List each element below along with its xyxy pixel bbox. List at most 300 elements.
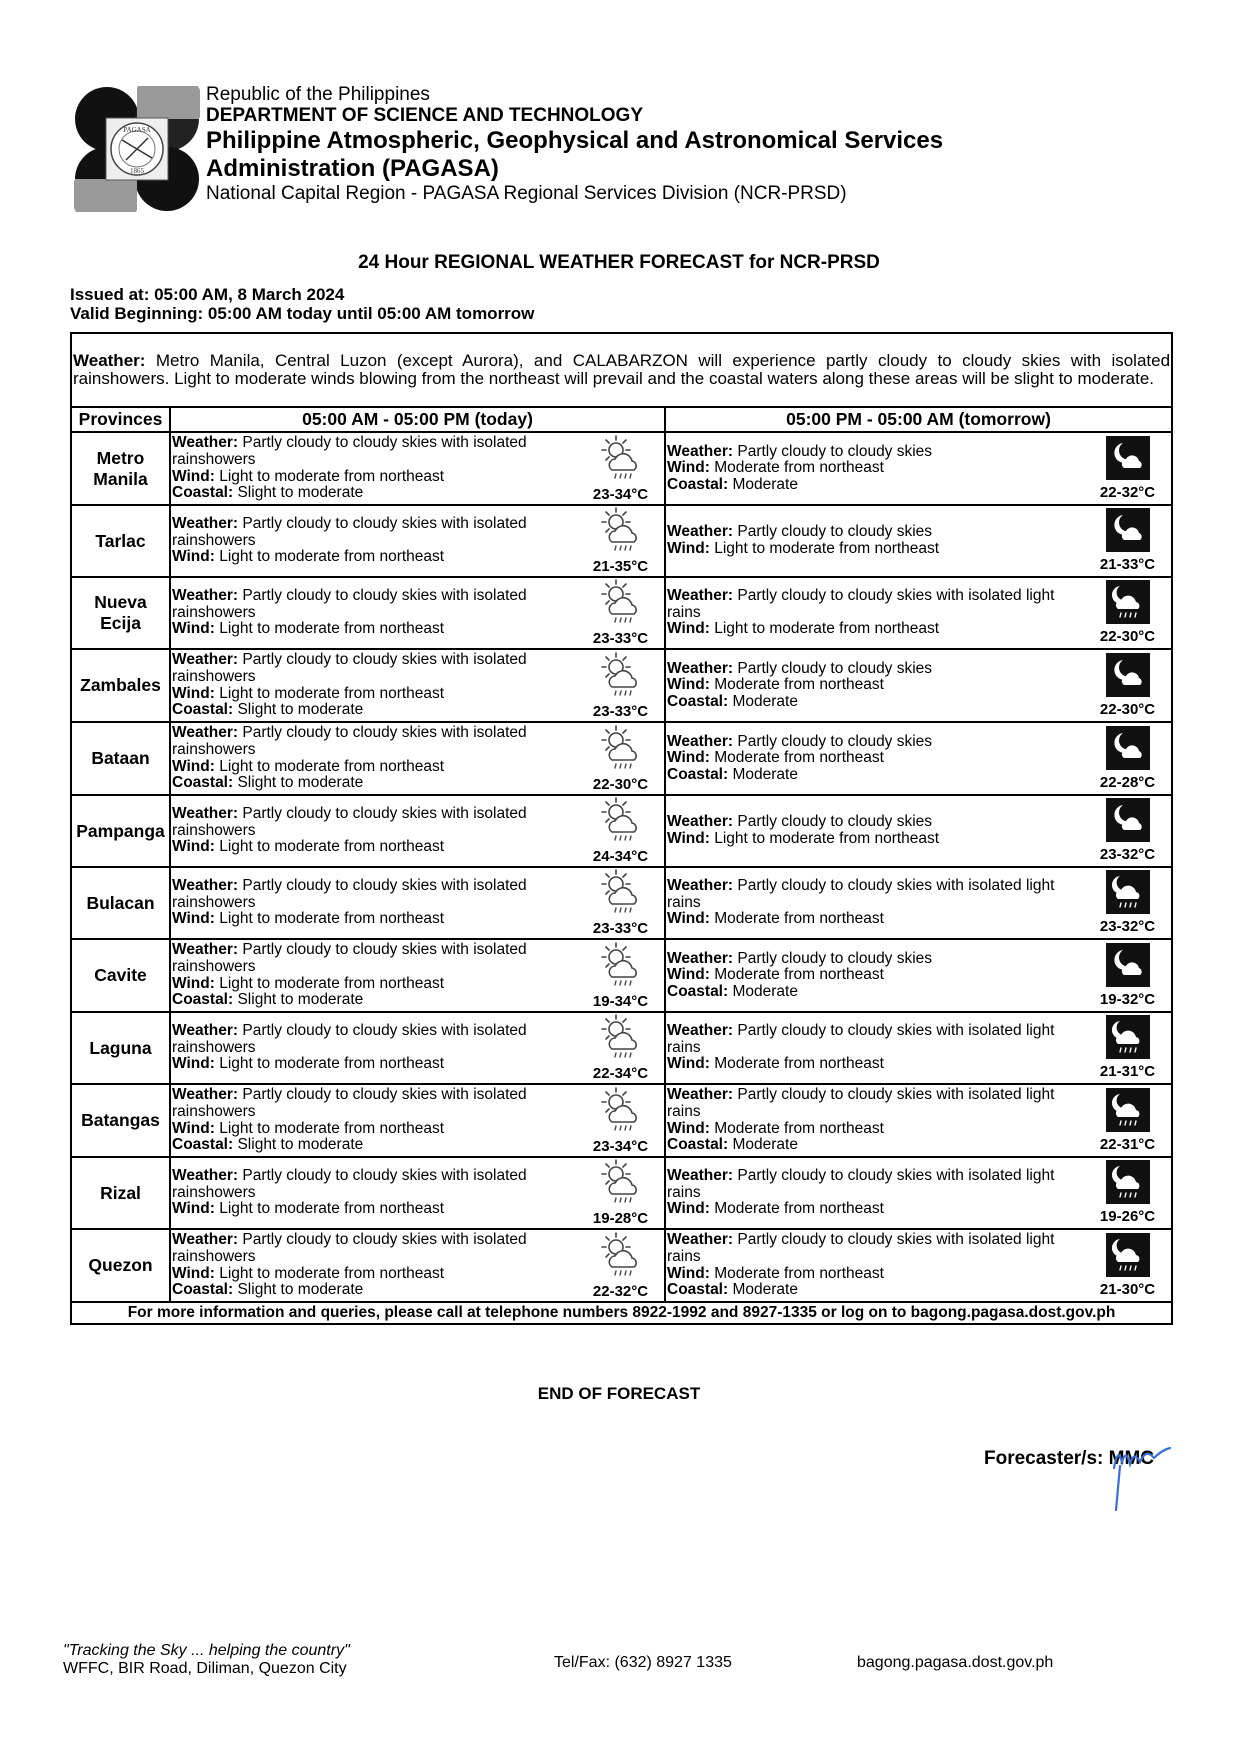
- day-icon-cell: [577, 1157, 665, 1229]
- weather-value: Partly cloudy to cloudy skies with isolated rainshowers: [172, 1022, 527, 1056]
- weather-value: Partly cloudy to cloudy skies with isolated light rains: [667, 1231, 1055, 1265]
- cloudy-rain-night-icon: [1085, 580, 1170, 628]
- day-temperature: 21-35°C: [592, 558, 649, 575]
- province-row: [71, 577, 1172, 649]
- agency-line-1: Philippine Atmospheric, Geophysical and Astronomical Services: [206, 126, 944, 154]
- night-forecast: [665, 1012, 1084, 1084]
- col-night: 05:00 PM - 05:00 AM (tomorrow): [665, 407, 1172, 432]
- night-temperature: 19-26°C: [1099, 1208, 1156, 1225]
- weather-label: Weather:: [172, 434, 239, 452]
- day-temperature: 22-32°C: [592, 1282, 649, 1300]
- province-row: [71, 722, 1172, 795]
- weather-value: Partly cloudy to cloudy skies with isolated rainshowers: [172, 941, 527, 975]
- weather-value: Partly cloudy to cloudy skies: [737, 813, 933, 831]
- night-forecast: [665, 1157, 1084, 1229]
- website: bagong.pagasa.dost.gov.ph: [857, 1654, 1054, 1671]
- night-forecast: [665, 722, 1084, 795]
- wind-line: [667, 1056, 1083, 1073]
- day-icon-cell: [577, 867, 665, 939]
- day-forecast: [170, 577, 577, 649]
- wind-line: [667, 911, 1083, 928]
- weather-label: Weather:: [172, 1167, 239, 1185]
- coastal-line: [667, 1282, 1083, 1299]
- night-forecast: [665, 939, 1084, 1012]
- province-row: [71, 1084, 1172, 1157]
- summary-text: Metro Manila, Central Luzon (except Aurora), and CALABARZON will experience partly cloudy to cloudy skies with isolated rainshowers. Light to moderate winds blowing from the northeast will prevail and the coastal waters along these areas will be slight to moderate.: [73, 350, 1171, 388]
- wind-line: [667, 677, 1083, 694]
- coastal-line: [172, 485, 576, 502]
- night-temperature: 22-31°C: [1099, 1135, 1156, 1153]
- weather-label: Weather:: [667, 813, 734, 831]
- wind-label: Wind:: [667, 966, 710, 984]
- partly-cloudy-rain-day-icon: [578, 941, 663, 993]
- coastal-value: Slight to moderate: [237, 1136, 364, 1154]
- weather-line: [667, 444, 1083, 461]
- coastal-label: Coastal:: [172, 1136, 234, 1154]
- coastal-line: [667, 477, 1083, 494]
- weather-line: [667, 524, 1083, 541]
- wind-value: Light to moderate from northeast: [714, 620, 940, 638]
- night-temperature: 21-33°C: [1099, 556, 1156, 573]
- weather-line: [172, 588, 576, 621]
- wind-value: Light to moderate from northeast: [219, 1200, 445, 1218]
- coastal-value: Moderate: [732, 1281, 798, 1299]
- republic-line: Republic of the Philippines: [206, 84, 430, 105]
- day-forecast: [170, 432, 577, 505]
- division-line: National Capital Region - PAGASA Regional Services Division (NCR-PRSD): [206, 183, 847, 205]
- wind-value: Moderate from northeast: [714, 1055, 884, 1073]
- coastal-value: Moderate: [732, 692, 798, 710]
- weather-line: [172, 652, 576, 685]
- day-temperature: 24-34°C: [592, 848, 649, 865]
- coastal-value: Slight to moderate: [237, 484, 364, 502]
- province-name: Batangas: [71, 1084, 170, 1157]
- coastal-value: Slight to moderate: [237, 701, 364, 719]
- day-icon-cell: [577, 1084, 665, 1157]
- wind-line: [172, 759, 576, 776]
- wind-label: Wind:: [667, 1055, 710, 1073]
- forecast-table: [70, 332, 1173, 1325]
- weather-line: [667, 1232, 1083, 1265]
- wind-value: Light to moderate from northeast: [219, 838, 445, 856]
- night-icon-cell: [1084, 939, 1172, 1012]
- wind-line: [172, 686, 576, 703]
- forecaster-label: Forecaster/s:: [984, 1448, 1104, 1469]
- weather-line: [667, 661, 1083, 678]
- night-icon-cell: [1084, 1229, 1172, 1302]
- day-icon-cell: [577, 649, 665, 722]
- weather-summary: [71, 333, 1172, 407]
- partly-cloudy-rain-day-icon: [578, 1013, 663, 1065]
- day-forecast: [170, 649, 577, 722]
- weather-label: Weather:: [172, 877, 239, 895]
- wind-line: [667, 541, 1083, 558]
- night-forecast: [665, 795, 1084, 867]
- coastal-value: Slight to moderate: [237, 774, 364, 792]
- weather-value: Partly cloudy to cloudy skies with isolated rainshowers: [172, 587, 527, 621]
- night-icon-cell: [1084, 867, 1172, 939]
- weather-value: Partly cloudy to cloudy skies with isolated light rains: [667, 1086, 1055, 1120]
- wind-value: Light to moderate from northeast: [219, 974, 445, 992]
- wind-label: Wind:: [172, 1055, 215, 1073]
- coastal-line: [172, 992, 576, 1009]
- province-row: [71, 1157, 1172, 1229]
- province-name: Metro Manila: [71, 432, 170, 505]
- night-forecast: [665, 1229, 1084, 1302]
- wind-line: [667, 750, 1083, 767]
- partly-cloudy-rain-day-icon: [578, 506, 663, 558]
- weather-line: [667, 814, 1083, 831]
- day-temperature: 22-34°C: [592, 1065, 649, 1082]
- agency-line-2: Administration (PAGASA): [206, 154, 499, 182]
- wind-line: [172, 1201, 576, 1218]
- night-temperature: 22-28°C: [1099, 773, 1156, 791]
- day-icon-cell: [577, 722, 665, 795]
- wind-line: [667, 831, 1083, 848]
- day-forecast: [170, 1012, 577, 1084]
- coastal-line: [667, 694, 1083, 711]
- wind-label: Wind:: [172, 974, 215, 992]
- weather-line: [172, 942, 576, 975]
- wind-label: Wind:: [172, 838, 215, 856]
- wind-value: Moderate from northeast: [714, 1119, 884, 1137]
- col-day: 05:00 AM - 05:00 PM (today): [170, 407, 665, 432]
- coastal-label: Coastal:: [667, 1136, 729, 1154]
- end-of-forecast: END OF FORECAST: [537, 1384, 701, 1403]
- coastal-label: Coastal:: [667, 982, 729, 1000]
- night-icon-cell: [1084, 505, 1172, 577]
- coastal-label: Coastal:: [667, 1281, 729, 1299]
- tagline: "Tracking the Sky ... helping the country": [63, 1642, 350, 1659]
- wind-label: Wind:: [172, 1200, 215, 1218]
- province-name: Bataan: [71, 722, 170, 795]
- coastal-value: Slight to moderate: [237, 991, 364, 1009]
- partly-cloudy-night-icon: [1085, 943, 1170, 991]
- day-temperature: 23-33°C: [592, 630, 649, 647]
- province-name: Nueva Ecija: [71, 577, 170, 649]
- day-icon-cell: [577, 939, 665, 1012]
- province-row: [71, 505, 1172, 577]
- wind-value: Moderate from northeast: [714, 676, 884, 694]
- wind-value: Light to moderate from northeast: [714, 830, 940, 847]
- day-forecast: [170, 1084, 577, 1157]
- coastal-line: [667, 1137, 1083, 1154]
- summary-label: Weather:: [73, 350, 146, 370]
- province-name: Pampanga: [71, 795, 170, 867]
- department-line: DEPARTMENT OF SCIENCE AND TECHNOLOGY: [206, 105, 644, 127]
- weather-value: Partly cloudy to cloudy skies with isolated light rains: [667, 1167, 1055, 1201]
- coastal-line: [667, 984, 1083, 1001]
- wind-label: Wind:: [172, 548, 215, 566]
- issued-at: Issued at: 05:00 AM, 8 March 2024: [70, 285, 345, 304]
- partly-cloudy-rain-day-icon: [578, 651, 663, 703]
- wind-value: Moderate from northeast: [714, 1200, 884, 1218]
- wind-value: Light to moderate from northeast: [219, 1119, 445, 1137]
- day-forecast: [170, 795, 577, 867]
- wind-line: [667, 1121, 1083, 1138]
- partly-cloudy-rain-day-icon: [578, 868, 663, 920]
- night-icon-cell: [1084, 649, 1172, 722]
- wind-label: Wind:: [172, 1264, 215, 1282]
- wind-line: [172, 976, 576, 993]
- weather-line: [667, 878, 1083, 911]
- weather-label: Weather:: [172, 1231, 239, 1249]
- day-temperature: 22-30°C: [592, 775, 649, 793]
- weather-label: Weather:: [172, 805, 239, 823]
- weather-line: [667, 1087, 1083, 1120]
- province-name: Cavite: [71, 939, 170, 1012]
- weather-value: Partly cloudy to cloudy skies with isolated rainshowers: [172, 805, 527, 839]
- day-forecast: [170, 1229, 577, 1302]
- wind-value: Light to moderate from northeast: [219, 467, 445, 485]
- cloudy-rain-night-icon: [1085, 1088, 1170, 1136]
- weather-line: [172, 435, 576, 468]
- day-icon-cell: [577, 1012, 665, 1084]
- day-icon-cell: [577, 577, 665, 649]
- weather-value: Partly cloudy to cloudy skies: [737, 732, 933, 750]
- cloudy-rain-night-icon: [1085, 870, 1170, 918]
- wind-value: Light to moderate from northeast: [219, 1264, 445, 1282]
- night-icon-cell: [1084, 1084, 1172, 1157]
- weather-label: Weather:: [667, 1086, 734, 1104]
- weather-line: [667, 1168, 1083, 1201]
- weather-value: Partly cloudy to cloudy skies with isolated rainshowers: [172, 724, 527, 758]
- cloudy-rain-night-icon: [1085, 1233, 1170, 1281]
- day-icon-cell: [577, 795, 665, 867]
- day-temperature: 23-33°C: [592, 702, 649, 720]
- wind-value: Moderate from northeast: [714, 749, 884, 767]
- wind-label: Wind:: [667, 540, 710, 557]
- seal-year: 1865: [130, 167, 144, 175]
- weather-value: Partly cloudy to cloudy skies with isolated rainshowers: [172, 515, 527, 549]
- wind-label: Wind:: [667, 620, 710, 638]
- night-icon-cell: [1084, 795, 1172, 867]
- weather-line: [172, 516, 576, 549]
- wind-label: Wind:: [667, 910, 710, 928]
- cloudy-rain-night-icon: [1085, 1015, 1170, 1063]
- weather-value: Partly cloudy to cloudy skies: [737, 442, 933, 460]
- weather-label: Weather:: [667, 1167, 734, 1185]
- province-name: Zambales: [71, 649, 170, 722]
- day-temperature: 19-34°C: [592, 992, 649, 1010]
- wind-label: Wind:: [172, 467, 215, 485]
- night-forecast: [665, 1084, 1084, 1157]
- day-temperature: 19-28°C: [592, 1210, 649, 1227]
- weather-label: Weather:: [667, 877, 734, 895]
- weather-label: Weather:: [172, 651, 239, 669]
- wind-value: Moderate from northeast: [714, 1264, 884, 1282]
- cloudy-rain-night-icon: [1085, 1160, 1170, 1208]
- wind-label: Wind:: [667, 1119, 710, 1137]
- coastal-label: Coastal:: [172, 991, 234, 1009]
- address: WFFC, BIR Road, Diliman, Quezon City: [63, 1660, 347, 1678]
- partly-cloudy-rain-day-icon: [578, 796, 663, 848]
- weather-value: Partly cloudy to cloudy skies: [737, 523, 933, 541]
- weather-label: Weather:: [667, 659, 734, 677]
- province-name: Bulacan: [71, 867, 170, 939]
- partly-cloudy-night-icon: [1085, 436, 1170, 484]
- wind-value: Light to moderate from northeast: [219, 620, 445, 638]
- night-icon-cell: [1084, 432, 1172, 505]
- telfax: Tel/Fax: (632) 8927 1335: [554, 1654, 732, 1671]
- weather-value: Partly cloudy to cloudy skies: [737, 949, 933, 967]
- weather-line: [667, 588, 1083, 621]
- wind-value: Light to moderate from northeast: [219, 1055, 445, 1073]
- wind-label: Wind:: [172, 910, 215, 928]
- night-forecast: [665, 505, 1084, 577]
- weather-line: [172, 1168, 576, 1201]
- coastal-value: Slight to moderate: [237, 1281, 364, 1299]
- letterhead: [206, 84, 943, 204]
- night-forecast: [665, 577, 1084, 649]
- night-temperature: 22-32°C: [1099, 483, 1156, 501]
- partly-cloudy-rain-day-icon: [578, 724, 663, 776]
- wind-value: Light to moderate from northeast: [714, 540, 940, 557]
- day-temperature: 23-34°C: [592, 1137, 649, 1155]
- day-temperature: 23-33°C: [592, 920, 649, 937]
- day-forecast: [170, 867, 577, 939]
- weather-label: Weather:: [172, 515, 239, 533]
- province-row: [71, 795, 1172, 867]
- wind-label: Wind:: [172, 1119, 215, 1137]
- weather-line: [172, 725, 576, 758]
- footer-address-block: [63, 1642, 350, 1679]
- province-row: [71, 1012, 1172, 1084]
- night-temperature: 19-32°C: [1099, 990, 1156, 1008]
- day-forecast: [170, 1157, 577, 1229]
- night-icon-cell: [1084, 1012, 1172, 1084]
- valid-period: Valid Beginning: 05:00 AM today until 05:00 AM tomorrow: [70, 303, 535, 323]
- weather-label: Weather:: [667, 442, 734, 460]
- wind-label: Wind:: [667, 676, 710, 694]
- wind-line: [172, 621, 576, 638]
- coastal-line: [172, 775, 576, 792]
- wind-line: [667, 967, 1083, 984]
- coastal-label: Coastal:: [172, 701, 234, 719]
- night-temperature: 21-31°C: [1099, 1063, 1156, 1080]
- coastal-label: Coastal:: [667, 475, 729, 493]
- day-icon-cell: [577, 432, 665, 505]
- wind-label: Wind:: [172, 620, 215, 638]
- night-icon-cell: [1084, 722, 1172, 795]
- contact-note: For more information and queries, please call at telephone numbers 8922-1992 and 8927-1335 or log on to bagong.pagasa.dost.gov.ph: [71, 1302, 1172, 1324]
- weather-label: Weather:: [172, 724, 239, 742]
- coastal-value: Moderate: [732, 982, 798, 1000]
- wind-value: Light to moderate from northeast: [219, 548, 445, 566]
- coastal-value: Moderate: [732, 765, 798, 783]
- forecast-title: 24 Hour REGIONAL WEATHER FORECAST for NCR-PRSD: [358, 252, 880, 273]
- wind-value: Moderate from northeast: [714, 966, 884, 984]
- wind-line: [667, 460, 1083, 477]
- coastal-line: [667, 767, 1083, 784]
- province-name: Tarlac: [71, 505, 170, 577]
- day-temperature: 23-34°C: [592, 485, 649, 503]
- coastal-label: Coastal:: [172, 484, 234, 502]
- partly-cloudy-night-icon: [1085, 726, 1170, 774]
- day-icon-cell: [577, 1229, 665, 1302]
- night-temperature: 22-30°C: [1099, 700, 1156, 718]
- province-row: [71, 1229, 1172, 1302]
- forecaster-signature: [1110, 1440, 1180, 1512]
- day-forecast: [170, 505, 577, 577]
- col-provinces: Provinces: [71, 407, 170, 432]
- weather-line: [667, 1023, 1083, 1056]
- wind-value: Light to moderate from northeast: [219, 684, 445, 702]
- issue-info: [70, 286, 534, 323]
- weather-label: Weather:: [172, 1022, 239, 1040]
- weather-value: Partly cloudy to cloudy skies with isolated rainshowers: [172, 1231, 527, 1265]
- weather-value: Partly cloudy to cloudy skies with isolated light rains: [667, 1022, 1055, 1056]
- day-icon-cell: [577, 505, 665, 577]
- wind-line: [172, 1056, 576, 1073]
- night-forecast: [665, 432, 1084, 505]
- weather-line: [172, 878, 576, 911]
- night-temperature: 22-30°C: [1099, 628, 1156, 645]
- weather-label: Weather:: [667, 523, 734, 541]
- weather-label: Weather:: [172, 941, 239, 959]
- wind-label: Wind:: [667, 459, 710, 477]
- weather-line: [172, 806, 576, 839]
- wind-label: Wind:: [667, 1264, 710, 1282]
- weather-value: Partly cloudy to cloudy skies with isolated rainshowers: [172, 877, 527, 911]
- province-row: [71, 432, 1172, 505]
- partly-cloudy-rain-day-icon: [578, 1231, 663, 1283]
- coastal-value: Moderate: [732, 1136, 798, 1154]
- forecaster-name: MMC: [1108, 1448, 1155, 1469]
- wind-line: [172, 469, 576, 486]
- wind-value: Light to moderate from northeast: [219, 910, 445, 928]
- coastal-label: Coastal:: [172, 774, 234, 792]
- partly-cloudy-night-icon: [1085, 508, 1170, 556]
- wind-value: Moderate from northeast: [714, 459, 884, 477]
- partly-cloudy-night-icon: [1085, 798, 1170, 846]
- weather-value: Partly cloudy to cloudy skies with isolated rainshowers: [172, 1086, 527, 1120]
- province-name: Rizal: [71, 1157, 170, 1229]
- coastal-line: [172, 1282, 576, 1299]
- coastal-label: Coastal:: [667, 765, 729, 783]
- partly-cloudy-rain-day-icon: [578, 578, 663, 630]
- weather-label: Weather:: [667, 1022, 734, 1040]
- wind-line: [172, 911, 576, 928]
- weather-line: [172, 1232, 576, 1265]
- province-row: [71, 939, 1172, 1012]
- pagasa-logo: [74, 86, 200, 212]
- partly-cloudy-rain-day-icon: [578, 1086, 663, 1138]
- weather-label: Weather:: [667, 732, 734, 750]
- wind-value: Light to moderate from northeast: [219, 757, 445, 775]
- weather-line: [172, 1023, 576, 1056]
- wind-label: Wind:: [667, 1200, 710, 1218]
- weather-value: Partly cloudy to cloudy skies with isolated light rains: [667, 877, 1055, 911]
- partly-cloudy-rain-day-icon: [578, 434, 663, 486]
- province-row: [71, 649, 1172, 722]
- wind-label: Wind:: [172, 684, 215, 702]
- wind-line: [172, 1266, 576, 1283]
- coastal-line: [172, 702, 576, 719]
- weather-label: Weather:: [667, 949, 734, 967]
- weather-label: Weather:: [172, 1086, 239, 1104]
- province-name: Quezon: [71, 1229, 170, 1302]
- day-forecast: [170, 722, 577, 795]
- coastal-label: Coastal:: [667, 692, 729, 710]
- wind-label: Wind:: [172, 757, 215, 775]
- day-forecast: [170, 939, 577, 1012]
- night-temperature: 23-32°C: [1099, 918, 1156, 935]
- wind-line: [172, 549, 576, 566]
- weather-label: Weather:: [667, 1231, 734, 1249]
- wind-line: [667, 1201, 1083, 1218]
- night-icon-cell: [1084, 577, 1172, 649]
